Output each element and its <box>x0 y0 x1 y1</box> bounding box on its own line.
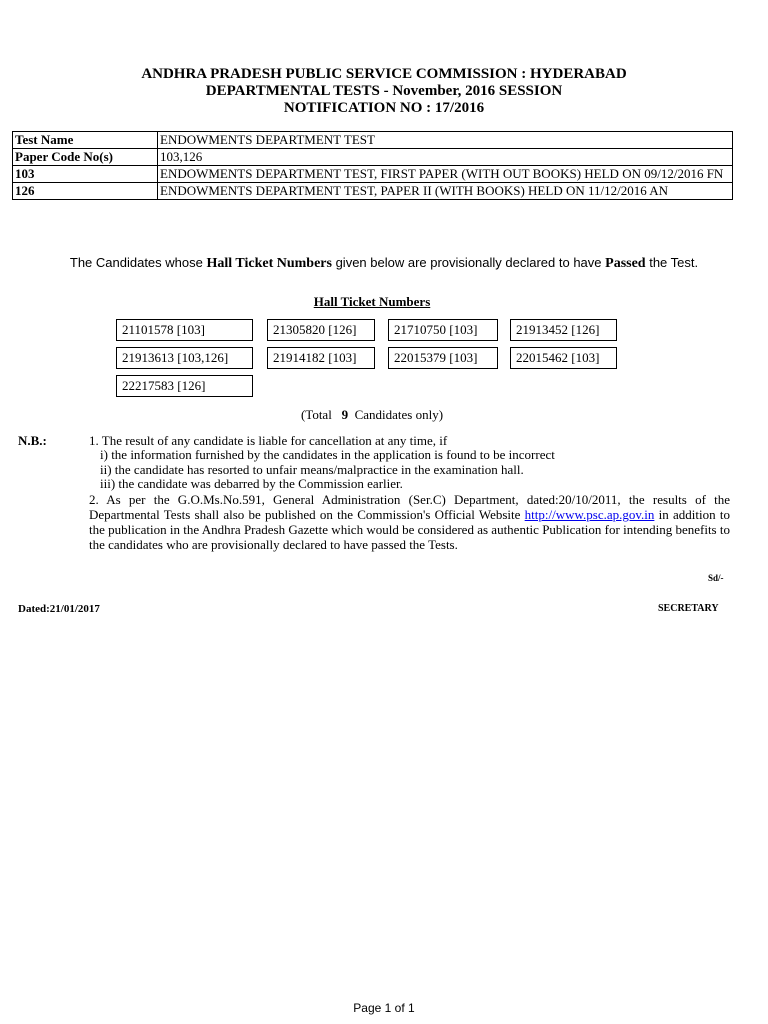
hall-ticket-box: 21913452 [126] <box>510 319 617 341</box>
row-value: 103,126 <box>158 149 733 166</box>
signatory-title: SECRETARY <box>658 603 719 614</box>
notification-number: NOTIFICATION NO : 17/2016 <box>283 100 485 116</box>
table-row <box>13 183 733 200</box>
nb-subpoint: i) the information furnished by the candidates in the application is found to be incorrect <box>100 447 555 462</box>
hall-ticket-box: 22015379 [103] <box>388 347 498 369</box>
commission-title: ANDHRA PRADESH PUBLIC SERVICE COMMISSION : HYDERABAD <box>141 66 627 82</box>
passed-text-bold: Hall Ticket Numbers <box>206 256 332 271</box>
website-link[interactable]: http://www.psc.ap.gov.in <box>524 507 655 522</box>
session-title: DEPARTMENTAL TESTS - November, 2016 SESSION <box>205 83 563 99</box>
total-prefix: (Total <box>300 407 332 422</box>
row-value: ENDOWMENTS DEPARTMENT TEST <box>158 132 733 149</box>
document-header <box>0 66 768 117</box>
row-key: Test Name <box>13 132 158 149</box>
nb-label: N.B.: <box>18 433 47 448</box>
total-count: 9 <box>341 407 349 422</box>
hall-ticket-box: 21305820 [126] <box>267 319 375 341</box>
signature-mark: Sd/- <box>708 573 724 583</box>
total-candidates <box>0 407 744 423</box>
row-key: Paper Code No(s) <box>13 149 158 166</box>
row-key: 103 <box>13 166 158 183</box>
nb-subpoint: iii) the candidate was debarred by the Commission earlier. <box>100 476 403 491</box>
passed-statement <box>0 255 768 272</box>
hall-ticket-box: 21914182 [103] <box>267 347 375 369</box>
row-key: 126 <box>13 183 158 200</box>
test-info-table <box>12 131 733 200</box>
hall-ticket-title: Hall Ticket Numbers <box>313 294 431 309</box>
nb-point-1: 1. The result of any candidate is liable for cancellation at any time, if <box>89 433 448 448</box>
row-value: ENDOWMENTS DEPARTMENT TEST, FIRST PAPER (WITH OUT BOOKS) HELD ON 09/12/2016 FN <box>158 166 733 183</box>
passed-text-bold: Passed <box>605 256 646 271</box>
hall-ticket-box: 21710750 [103] <box>388 319 498 341</box>
row-value: ENDOWMENTS DEPARTMENT TEST, PAPER II (WITH BOOKS) HELD ON 11/12/2016 AN <box>158 183 733 200</box>
nb-point-2-text: in addition to the publication in the Andhra Pradesh Gazette which would be considered as authentic Publication for intending benefits to the candidates who are provisionally declared to have passed the Tests. <box>89 507 730 552</box>
nb-subpoint: ii) the candidate has resorted to unfair means/malpractice in the examination hall. <box>100 462 524 477</box>
passed-text-part: The Candidates whose <box>69 255 207 270</box>
nb-point-2 <box>89 492 730 552</box>
page-number: Page 1 of 1 <box>353 1001 415 1015</box>
date-line: Dated:21/01/2017 <box>18 603 100 615</box>
passed-text-part: given below are provisionally declared to have <box>331 255 606 270</box>
nb-point-2-text: 2. As per the G.O.Ms.No.591, General Administration (Ser.C) Department, dated:20/10/2011, the results of the Departmental Tests shall also be published on the Commission's Official Website <box>89 492 730 522</box>
table-row <box>13 166 733 183</box>
hall-ticket-box: 21913613 [103,126] <box>116 347 253 369</box>
table-row <box>13 132 733 149</box>
table-row <box>13 149 733 166</box>
hall-ticket-box: 22217583 [126] <box>116 375 253 397</box>
hall-ticket-box: 22015462 [103] <box>510 347 617 369</box>
total-suffix: Candidates only) <box>354 407 444 422</box>
passed-text-part: the Test. <box>645 255 699 270</box>
hall-ticket-box: 21101578 [103] <box>116 319 253 341</box>
